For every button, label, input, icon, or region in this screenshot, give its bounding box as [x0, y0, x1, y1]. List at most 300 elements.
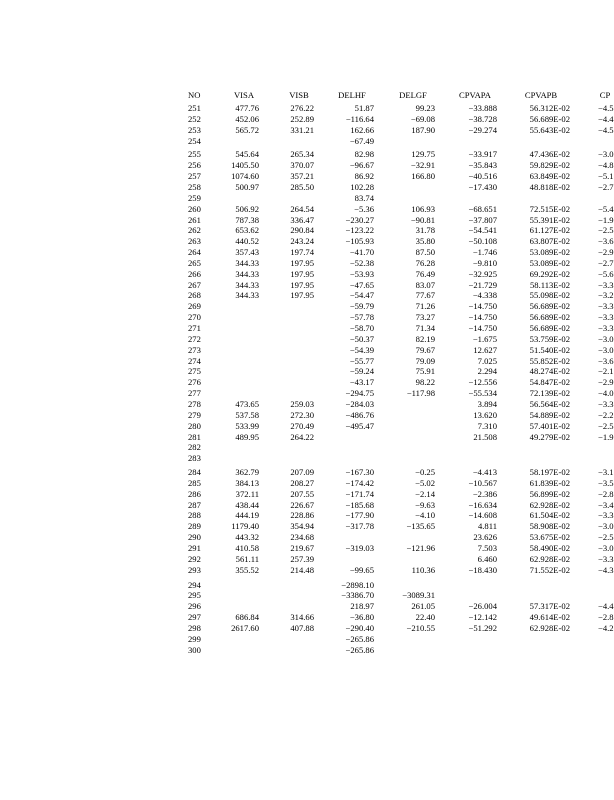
cell-visa: 1405.50	[231, 160, 259, 171]
cell-visb: 264.22	[290, 431, 314, 442]
cell-cpvapa: −14.750	[468, 301, 497, 312]
cell-cpvapa: −29.274	[468, 124, 497, 135]
cell-no: 280	[188, 420, 201, 431]
cell-delhf: −317.78	[345, 521, 374, 532]
cell-delhf: −96.67	[349, 160, 374, 171]
cell-cp: −3.2	[598, 290, 614, 301]
cell-delgf: 71.26	[415, 301, 435, 312]
cell-cpvapb: 56.689E-02	[529, 113, 570, 124]
cell-delhf: −53.93	[349, 268, 374, 279]
cell-delgf: −69.08	[410, 113, 435, 124]
cell-delhf: −105.93	[345, 236, 374, 247]
cell-delgf: 110.36	[411, 564, 435, 575]
cell-visb: 370.07	[290, 160, 314, 171]
cell-no: 276	[188, 377, 201, 388]
cell-cp: −3.3	[598, 279, 614, 290]
cell-cp: −2.9	[598, 247, 614, 258]
column-header-delhf: DELHF	[338, 90, 366, 100]
cell-cpvapb: 58.197E-02	[529, 467, 570, 478]
cell-cp: −3.0	[598, 333, 614, 344]
cell-cpvapb: 58.490E-02	[529, 543, 570, 553]
cell-delgf: −4.10	[415, 510, 435, 521]
cell-delhf: −36.80	[349, 612, 374, 623]
cell-no: 267	[188, 279, 201, 290]
cell-cp: −3.3	[598, 323, 614, 333]
cell-cpvapb: 71.552E-02	[529, 564, 570, 575]
cell-cpvapb: 55.643E-02	[529, 124, 570, 135]
column-header-no: NO	[188, 90, 201, 100]
cell-visa: 344.33	[235, 279, 259, 290]
cell-cpvapb: 61.127E-02	[529, 225, 570, 236]
cell-delgf: −210.55	[406, 622, 435, 633]
table-row	[0, 193, 612, 204]
cell-visb: 207.09	[290, 467, 314, 478]
cell-no: 270	[188, 312, 201, 323]
cell-cpvapb: 72.139E-02	[529, 388, 570, 399]
cell-cpvapa: −54.541	[468, 225, 497, 236]
cell-no: 293	[188, 564, 201, 575]
cell-no: 277	[188, 388, 201, 399]
table-row	[0, 345, 612, 356]
cell-cpvapa: −38.728	[468, 113, 497, 124]
table-row	[0, 258, 612, 269]
cell-no: 285	[188, 477, 201, 488]
cell-visb: 208.27	[290, 477, 314, 488]
cell-cp: −3.0	[598, 149, 614, 160]
cell-cpvapb: 61.839E-02	[529, 477, 570, 488]
cell-visa: 565.72	[235, 124, 259, 135]
cell-cpvapa: −1.746	[472, 247, 497, 258]
cell-cpvapb: 62.928E-02	[529, 622, 570, 633]
cell-visa: 452.06	[235, 113, 259, 124]
cell-delhf: −2898.10	[341, 579, 374, 590]
cell-no: 254	[188, 135, 201, 146]
cell-visa: 357.43	[235, 247, 259, 258]
table-row	[0, 182, 612, 193]
cell-cpvapb: 56.312E-02	[529, 103, 570, 113]
cell-delhf: −5.36	[354, 203, 374, 214]
cell-delhf: −167.30	[345, 467, 374, 478]
cell-visb: 336.47	[290, 214, 314, 225]
cell-cpvapb: 72.515E-02	[529, 203, 570, 214]
cell-cpvapa: −14.750	[468, 312, 497, 323]
cell-cp: −3.0	[598, 344, 614, 355]
cell-visb: 219.67	[290, 543, 314, 553]
cell-no: 286	[188, 488, 201, 499]
cell-cp: −3.3	[598, 510, 614, 521]
table-row	[0, 301, 612, 312]
cell-delhf: −171.74	[345, 488, 374, 499]
table-row	[0, 290, 612, 301]
cell-cp: −2.8	[598, 612, 614, 623]
cell-no: 284	[188, 467, 201, 478]
column-header-visb: VISB	[289, 90, 309, 100]
cell-cp: −2.5	[598, 532, 614, 543]
cell-delgf: 73.27	[415, 312, 435, 323]
cell-delhf: −185.68	[345, 499, 374, 510]
table-row	[0, 103, 612, 114]
table-row	[0, 334, 612, 345]
cell-no: 252	[188, 113, 201, 124]
cell-visa: 787.38	[235, 214, 259, 225]
cell-visb: 290.84	[290, 225, 314, 236]
table-row	[0, 388, 612, 399]
cell-delhf: −67.49	[349, 135, 374, 146]
table-row	[0, 478, 612, 489]
cell-cp: −5.4	[598, 203, 614, 214]
table-row	[0, 554, 612, 565]
cell-delhf: −47.65	[349, 279, 374, 290]
cell-cp: −3.0	[598, 543, 614, 553]
cell-cpvapa: 21.508	[473, 431, 497, 442]
cell-delgf: 77.67	[415, 290, 435, 301]
cell-cp: −1.9	[598, 214, 614, 225]
cell-delgf: 75.91	[415, 366, 435, 377]
cell-no: 257	[188, 171, 201, 182]
cell-cpvapb: 53.089E-02	[529, 247, 570, 258]
cell-cpvapb: 56.689E-02	[529, 301, 570, 312]
cell-delgf: 87.50	[415, 247, 435, 258]
cell-visb: 197.95	[290, 268, 314, 279]
cell-delgf: 76.28	[415, 257, 435, 268]
cell-cpvapa: −14.608	[468, 510, 497, 521]
cell-delhf: −486.76	[345, 409, 374, 420]
table-row	[0, 467, 612, 478]
cell-cpvapa: 23.626	[473, 532, 497, 543]
table-row	[0, 215, 612, 226]
cell-visb: 234.68	[290, 532, 314, 543]
cell-cpvapb: 53.675E-02	[529, 532, 570, 543]
cell-cpvapa: −51.292	[468, 622, 497, 633]
cell-no: 261	[188, 214, 201, 225]
cell-visa: 443.32	[235, 532, 259, 543]
cell-delgf: −2.14	[415, 488, 435, 499]
cell-delhf: −177.90	[345, 510, 374, 521]
cell-no: 262	[188, 225, 201, 236]
cell-visb: 314.66	[290, 612, 314, 623]
cell-cp: −2.2	[598, 409, 614, 420]
cell-delhf: 102.28	[350, 181, 374, 192]
cell-no: 300	[188, 644, 201, 655]
cell-delhf: −54.39	[349, 344, 374, 355]
cell-cpvapa: −37.807	[468, 214, 497, 225]
table-row	[0, 532, 612, 543]
cell-delhf: 162.66	[350, 124, 374, 135]
table-row	[0, 580, 612, 591]
table-row	[0, 204, 612, 215]
cell-delhf: −58.70	[349, 323, 374, 333]
cell-visb: 354.94	[290, 521, 314, 532]
cell-cpvapb: 63.849E-02	[529, 171, 570, 182]
cell-visa: 355.52	[235, 564, 259, 575]
cell-delgf: 35.80	[415, 236, 435, 247]
cell-cp: −3.3	[598, 553, 614, 564]
cell-delhf: −52.38	[349, 257, 374, 268]
cell-visb: 272.30	[290, 409, 314, 420]
cell-cpvapb: 62.928E-02	[529, 499, 570, 510]
cell-cpvapb: 56.564E-02	[529, 398, 570, 409]
cell-delhf: 86.92	[354, 171, 374, 182]
cell-no: 268	[188, 290, 201, 301]
cell-cpvapa: −35.843	[468, 160, 497, 171]
cell-no: 296	[188, 601, 201, 612]
cell-cpvapb: 59.829E-02	[529, 160, 570, 171]
table-row	[0, 149, 612, 160]
cell-delhf: −55.77	[349, 355, 374, 366]
cell-no: 258	[188, 181, 201, 192]
cell-delgf: 71.34	[415, 323, 435, 333]
cell-no: 263	[188, 236, 201, 247]
cell-cpvapb: 56.689E-02	[529, 323, 570, 333]
column-header-delgf: DELGF	[399, 90, 427, 100]
cell-delgf: −117.98	[406, 388, 435, 399]
cell-no: 278	[188, 398, 201, 409]
cell-visa: 545.64	[235, 149, 259, 160]
cell-cp: −4.5	[598, 124, 614, 135]
cell-delgf: 187.90	[411, 124, 435, 135]
cell-visb: 257.39	[290, 553, 314, 564]
table-row	[0, 612, 612, 623]
cell-no: 292	[188, 553, 201, 564]
cell-visa: 489.95	[235, 431, 259, 442]
cell-delgf: 79.09	[415, 355, 435, 366]
cell-no: 273	[188, 344, 201, 355]
cell-cpvapa: 2.294	[477, 366, 497, 377]
table-row	[0, 410, 612, 421]
cell-visa: 1179.40	[231, 521, 259, 532]
cell-cp: −5.6	[598, 268, 614, 279]
table-row	[0, 543, 612, 554]
cell-cpvapa: −33.917	[468, 149, 497, 160]
cell-visb: 243.24	[290, 236, 314, 247]
cell-delgf: 22.40	[415, 612, 435, 623]
cell-cpvapa: −21.729	[468, 279, 497, 290]
column-header-cpvapa: CPVAPA	[458, 90, 492, 100]
cell-visb: 226.67	[290, 499, 314, 510]
cell-cpvapb: 58.908E-02	[529, 521, 570, 532]
cell-delgf: −135.65	[406, 521, 435, 532]
cell-delhf: −174.42	[345, 477, 374, 488]
cell-delhf: −290.40	[345, 622, 374, 633]
cell-visa: 344.33	[235, 257, 259, 268]
cell-no: 256	[188, 160, 201, 171]
cell-cp: −3.3	[598, 398, 614, 409]
cell-visa: 344.33	[235, 290, 259, 301]
cell-visa: 500.97	[235, 181, 259, 192]
cell-no: 269	[188, 301, 201, 312]
table-row	[0, 225, 612, 236]
cell-cp: −5.1	[598, 171, 614, 182]
table-row	[0, 623, 612, 634]
cell-cpvapb: 55.098E-02	[529, 290, 570, 301]
cell-visb: 331.21	[290, 124, 314, 135]
table-row	[0, 500, 612, 511]
cell-visb: 252.89	[290, 113, 314, 124]
cell-no: 251	[188, 103, 201, 113]
cell-no: 271	[188, 323, 201, 333]
cell-visb: 214.48	[290, 564, 314, 575]
column-header-visa: VISA	[233, 90, 255, 100]
cell-no: 255	[188, 149, 201, 160]
cell-cpvapa: −16.634	[468, 499, 497, 510]
cell-cpvapa: 7.025	[477, 355, 497, 366]
cell-delgf: 76.49	[415, 268, 435, 279]
cell-visa: 561.11	[235, 553, 259, 564]
table-row	[0, 114, 612, 125]
cell-delgf: −9.63	[415, 499, 435, 510]
cell-cpvapa: −17.430	[468, 181, 497, 192]
cell-cp: −3.1	[598, 467, 614, 478]
cell-no: 295	[188, 590, 201, 601]
cell-delhf: −3386.70	[341, 590, 374, 601]
cell-no: 294	[188, 579, 201, 590]
table-row	[0, 247, 612, 258]
cell-delgf: −121.96	[406, 543, 435, 553]
cell-delgf: 261.05	[411, 601, 435, 612]
cell-visa: 506.92	[235, 203, 259, 214]
cell-visa: 473.65	[235, 398, 259, 409]
column-header-cp: CP	[599, 90, 611, 100]
cell-cpvapa: 13.620	[473, 409, 497, 420]
cell-cp: −3.4	[598, 499, 614, 510]
cell-visa: 440.52	[235, 236, 259, 247]
cell-no: 291	[188, 543, 201, 553]
cell-cpvapb: 55.391E-02	[529, 214, 570, 225]
cell-visa: 533.99	[235, 420, 259, 431]
cell-cpvapb: 49.279E-02	[529, 431, 570, 442]
cell-no: 264	[188, 247, 201, 258]
cell-visa: 410.58	[235, 543, 259, 553]
table-row	[0, 269, 612, 280]
cell-visa: 384.13	[235, 477, 259, 488]
cell-cpvapa: −2.386	[472, 488, 497, 499]
cell-cpvapb: 53.089E-02	[529, 257, 570, 268]
cell-cp: −2.5	[598, 225, 614, 236]
cell-visb: 265.34	[290, 149, 314, 160]
cell-delhf: −50.37	[349, 333, 374, 344]
cell-delhf: −123.22	[345, 225, 374, 236]
cell-cp: −3.6	[598, 236, 614, 247]
cell-cp: −4.5	[598, 103, 614, 113]
table-row	[0, 510, 612, 521]
cell-cp: −3.0	[598, 521, 614, 532]
cell-delgf: −90.81	[410, 214, 435, 225]
cell-delhf: 83.74	[354, 192, 374, 203]
table-row	[0, 171, 612, 182]
cell-cp: −4.4	[598, 113, 614, 124]
cell-cp: −4.0	[598, 388, 614, 399]
cell-delhf: −57.78	[349, 312, 374, 323]
cell-delhf: −284.03	[345, 398, 374, 409]
cell-cpvapa: 7.310	[477, 420, 497, 431]
cell-cpvapa: −1.675	[472, 333, 497, 344]
table-row	[0, 432, 612, 443]
cell-cpvapb: 51.540E-02	[529, 344, 570, 355]
cell-delgf: 106.93	[411, 203, 435, 214]
cell-cpvapb: 56.899E-02	[529, 488, 570, 499]
table-row	[0, 590, 612, 601]
table-row	[0, 280, 612, 291]
cell-cpvapb: 54.889E-02	[529, 409, 570, 420]
cell-delhf: −43.17	[349, 377, 374, 388]
cell-delhf: −495.47	[345, 420, 374, 431]
cell-cpvapa: −12.142	[468, 612, 497, 623]
cell-delgf: 166.80	[411, 171, 435, 182]
cell-delgf: 82.19	[415, 333, 435, 344]
cell-no: 274	[188, 355, 201, 366]
table-row	[0, 125, 612, 136]
cell-cpvapa: −32.925	[468, 268, 497, 279]
cell-delhf: −116.64	[345, 113, 374, 124]
cell-visb: 276.22	[290, 103, 314, 113]
cell-cp: −2.7	[598, 181, 614, 192]
cell-cpvapa: −26.004	[468, 601, 497, 612]
table-row	[0, 366, 612, 377]
cell-cpvapa: −55.534	[468, 388, 497, 399]
cell-delhf: −230.27	[345, 214, 374, 225]
cell-visa: 2617.60	[231, 622, 259, 633]
table-row	[0, 565, 612, 576]
table-row	[0, 489, 612, 500]
table-row	[0, 312, 612, 323]
cell-no: 297	[188, 612, 201, 623]
cell-visa: 362.79	[235, 467, 259, 478]
cell-no: 282	[188, 442, 201, 453]
cell-visa: 372.11	[235, 488, 259, 499]
table-row	[0, 521, 612, 532]
cell-visa: 477.76	[235, 103, 259, 113]
table-row	[0, 136, 612, 147]
table-row	[0, 160, 612, 171]
cell-cpvapb: 56.689E-02	[529, 312, 570, 323]
cell-visa: 686.84	[235, 612, 259, 623]
column-header-cpvapb: CPVAPB	[524, 90, 558, 100]
cell-cpvapa: −33.888	[468, 103, 497, 113]
cell-visa: 438.44	[235, 499, 259, 510]
cell-no: 289	[188, 521, 201, 532]
cell-cpvapa: −18.430	[468, 564, 497, 575]
cell-cpvapb: 48.274E-02	[529, 366, 570, 377]
cell-visa: 1074.60	[231, 171, 259, 182]
table-row	[0, 323, 612, 334]
cell-cp: −2.8	[598, 488, 614, 499]
table-row	[0, 236, 612, 247]
cell-cpvapa: −14.750	[468, 323, 497, 333]
cell-cp: −3.3	[598, 301, 614, 312]
cell-cpvapb: 53.759E-02	[529, 333, 570, 344]
cell-cpvapb: 58.113E-02	[529, 279, 570, 290]
cell-cp: −4.3	[598, 564, 614, 575]
cell-no: 283	[188, 453, 201, 464]
cell-visb: 285.50	[290, 181, 314, 192]
cell-cpvapb: 48.818E-02	[529, 181, 570, 192]
cell-no: 265	[188, 257, 201, 268]
table-row	[0, 645, 612, 656]
table-row	[0, 634, 612, 645]
cell-cp: −2.7	[598, 257, 614, 268]
cell-cpvapb: 62.928E-02	[529, 553, 570, 564]
cell-cpvapb: 54.847E-02	[529, 377, 570, 388]
cell-cpvapa: 7.503	[477, 543, 497, 553]
cell-cpvapa: −68.651	[468, 203, 497, 214]
cell-no: 272	[188, 333, 201, 344]
cell-no: 287	[188, 499, 201, 510]
cell-no: 259	[188, 192, 201, 203]
cell-visb: 264.54	[290, 203, 314, 214]
cell-cp: −3.3	[598, 312, 614, 323]
cell-cp: −4.8	[598, 160, 614, 171]
cell-visa: 444.19	[235, 510, 259, 521]
